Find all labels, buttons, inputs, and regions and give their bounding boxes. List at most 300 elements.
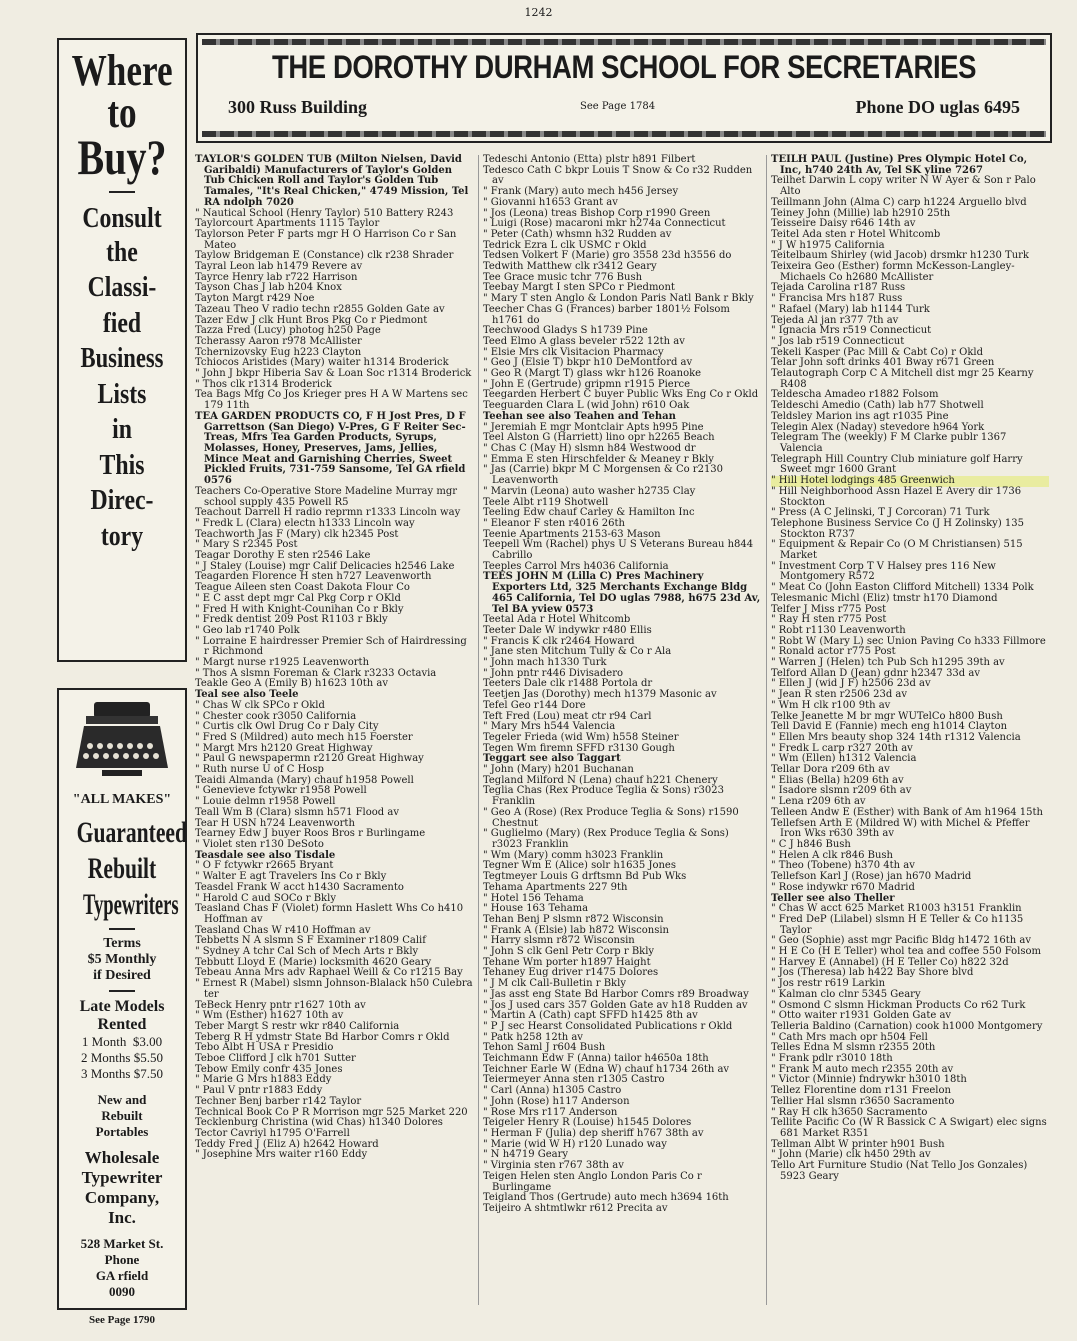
directory-entry: Teddy Fred J (Eliz A) h2642 Howard <box>195 1138 379 1150</box>
directory-entry: " Mary Mrs h544 Valencia <box>483 721 616 733</box>
directory-entry: Teechwood Gladys S h1739 Pine <box>483 325 648 337</box>
directory-entry: Tell David E (Fannie) mech eng h1014 Clayton <box>771 721 1008 733</box>
directory-entry: " Carl (Anna) h1305 Castro <box>483 1085 622 1097</box>
ad-line: the <box>106 235 138 268</box>
directory-entry: Tecklenburg Christina (wid Chas) h1340 Dolores <box>195 1117 443 1129</box>
ad-line: Direc- <box>90 484 154 517</box>
directory-entry: " John (Marie) clk h450 29th av <box>771 1149 931 1161</box>
directory-entry: Teetal Ada r Hotel Whitcomb <box>483 614 631 626</box>
directory-entry: " Wm (Ellen) h1312 Valencia <box>771 753 917 765</box>
directory-entry: Tchernizovsky Eug h223 Clayton <box>195 346 362 358</box>
directory-entry: Telegraph Hill Country Club miniature golf Harry Sweet mgr 1600 Grant <box>771 453 1023 476</box>
directory-entry: Teasdale see also Tisdale <box>195 849 336 861</box>
header-banner <box>196 33 1052 143</box>
directory-entry: Tayral Leon lab h1479 Revere av <box>195 261 363 273</box>
directory-entry: " Harry slsmn r872 Wisconsin <box>483 935 635 947</box>
directory-entry: Telegin Alex (Naday) stevedore h964 York <box>771 421 985 433</box>
directory-entry: Taylorcourt Apartments 1115 Taylor <box>195 218 380 230</box>
ad-text: Phone <box>104 1252 140 1267</box>
directory-entry: " Luigi (Rose) macaroni mkr h274a Connecticut <box>483 218 726 230</box>
where-to-buy-ad <box>57 38 187 662</box>
directory-entry: Tegen Wm firemn SFFD r3130 Gough <box>483 742 675 754</box>
directory-entry: " Jos (Theresa) lab h422 Bay Shore blvd <box>771 967 974 979</box>
directory-entry: Teigeler Henry R (Louise) h1545 Dolores <box>483 1117 692 1129</box>
directory-entry: Tehama Apartments 227 9th <box>483 881 628 893</box>
directory-entry: " Ronald actor r775 Post <box>771 646 896 658</box>
ad-text: 0090 <box>109 1284 135 1299</box>
ad-text: $5 Monthly <box>87 952 157 967</box>
directory-entry: " Fred H with Knight-Counihan Co r Bkly <box>195 603 404 615</box>
directory-entry: " Frank (Mary) auto mech h456 Jersey <box>483 186 679 198</box>
directory-entry: Teldeschi Amedio (Cath) lab h77 Shotwell <box>771 400 984 412</box>
ad-line: Buy? <box>77 128 167 185</box>
directory-entry: Teetjen Jas (Dorothy) mech h1379 Masonic av <box>483 689 717 701</box>
directory-entry: " John pntr r446 Divisadero <box>483 667 624 679</box>
directory-entry: Tayson Chas J lab h204 Knox <box>195 282 342 294</box>
directory-entry: " Geo (Sophie) asst mgr Pacific Bldg h1472 16th av <box>771 935 1032 947</box>
directory-entry: " H E Co (H E Teller) whol tea and coffee 550 Folsom <box>771 946 1041 958</box>
directory-entry: Teberg R H ydmstr State Bd Harbor Comrs r Okld <box>195 1031 450 1043</box>
directory-entry: " C J h846 Bush <box>771 839 851 850</box>
directory-entry: " Hotel 156 Tehama <box>483 892 584 904</box>
ad-divider <box>109 191 135 193</box>
directory-entry: " J W h1975 California <box>771 239 885 251</box>
ad-line: in <box>112 413 132 446</box>
directory-entry: " Robt r1130 Leavenworth <box>771 624 906 636</box>
directory-entry: " Jas asst eng State Bd Harbor Comrs r89 Broadway <box>483 988 749 1000</box>
directory-entry: Teakle Geo A (Emily B) h1623 10th av <box>195 678 389 690</box>
ad-divider <box>109 928 135 930</box>
directory-entry: Tellar Dora r209 6th av <box>771 764 890 776</box>
directory-entry: Teillmann John (Alma C) carp h1224 Arguello blvd <box>771 196 1027 208</box>
directory-entry: Telesmanic Michl (Eliz) tmstr h170 Diamond <box>771 592 998 604</box>
directory-entry: Tellefsen Arth E (Mildred W) with Michel & Pfeffer Iron Wks r630 39th av <box>771 817 1030 840</box>
directory-entry: " Harvey E (Annabel) (H E Teller Co) h822 32d <box>771 956 1009 968</box>
directory-column-3 <box>771 155 1049 1183</box>
directory-entry: " Sydney A tchr Cal Sch of Mech Arts r Bkly <box>195 946 419 958</box>
directory-entry: Tcherassy Aaron r978 McAllister <box>195 335 362 347</box>
directory-entry: Telfer J Miss r775 Post <box>771 603 887 615</box>
directory-entry: Telles Edna M slsmn r2355 20th <box>771 1042 936 1054</box>
directory-entry: Telegram The (weekly) F M Clarke publr 1367 Valencia <box>771 432 1007 454</box>
directory-entry: " Kalman clo clnr 5345 Geary <box>771 988 921 1000</box>
directory-entry: Tellman Albt W printer h901 Bush <box>771 1138 945 1150</box>
directory-entry: Teigen Helen sten Anglo London Paris Co r Burlingame <box>483 1170 702 1193</box>
directory-entry: " Guglielmo (Mary) (Rex Produce Teglia & Sons) r3023 Franklin <box>483 828 729 850</box>
ad-text: Rented <box>97 1016 147 1033</box>
directory-entry: " Frank pdlr r3010 18th <box>771 1053 893 1065</box>
ad-line: Where <box>71 46 173 95</box>
directory-entry: Tebow Emily confr 435 Jones <box>195 1063 343 1075</box>
directory-entry: " Josephine Mrs waiter r160 Eddy <box>195 1149 368 1161</box>
directory-entry: Tegeler Frieda (wid Wm) h558 Steiner <box>483 731 679 743</box>
directory-entry: Teeters Dale clk r1488 Portola dr <box>483 678 653 690</box>
directory-entry: Teft Fred (Lou) meat ctr r94 Carl <box>483 710 652 722</box>
ad-text: 2 Months $5.50 <box>81 1050 163 1065</box>
directory-entry: " Fredk L (Clara) electn h1333 Lincoln way <box>195 517 415 529</box>
directory-entry: Teehan see also Teahen and Tehan <box>483 410 676 422</box>
directory-entry: Tayton Margt r429 Noe <box>195 293 315 305</box>
directory-entry: Teeples Carrol Mrs h4036 California <box>483 560 669 572</box>
directory-entry: " John E (Gertrude) gripmn r1915 Pierce <box>483 378 691 390</box>
directory-entry: Teepell Wm (Rachel) phys U S Veterans Bureau h844 Cabrillo <box>483 539 754 562</box>
directory-entry: " Francis K clk r2464 Howard <box>483 635 635 647</box>
directory-entry: " Margt nurse r1925 Leavenworth <box>195 657 370 669</box>
directory-entry: Telar John soft drinks 401 Bway r671 Green <box>771 357 995 369</box>
directory-entry: " Eleanor F sten r4016 26th <box>483 517 625 529</box>
directory-entry: " Martin A (Cath) capt SFFD h1425 8th av <box>483 1010 698 1022</box>
directory-entry: " Jos lab r519 Connecticut <box>771 335 905 347</box>
directory-entry: " P J sec Hearst Consolidated Publications r Okld <box>483 1020 733 1032</box>
directory-entry: " John mach h1330 Turk <box>483 657 607 669</box>
directory-entry: " Peter (Cath) whsmn h32 Rudden av <box>483 228 672 240</box>
directory-entry: Teldescha Amadeo r1882 Folsom <box>771 389 939 401</box>
directory-entry: " Osmond C slsmn Hickman Products Co r62 Turk <box>771 999 1026 1011</box>
directory-entry: " Herman F (Julia) dep sheriff h767 38th av <box>483 1127 704 1139</box>
directory-entry: Teegarden Herbert C buyer Public Wks Eng Co r Okld <box>483 389 759 401</box>
directory-entry: " John (Rose) h117 Anderson <box>483 1095 630 1107</box>
directory-entry: Teall Wm B (Clara) slsmn h571 Flood av <box>195 806 399 818</box>
directory-entry: Tefel Geo r144 Dore <box>483 699 586 711</box>
directory-entry: Teilhet Darwin L copy writer N W Ayer & Son r Palo Alto <box>771 175 1036 198</box>
header-address: 300 Russ Building <box>228 97 368 117</box>
ad-line: Business <box>80 342 164 375</box>
ad-line: Classi- <box>87 271 157 304</box>
directory-entry: " Francisa Mrs h187 Russ <box>771 293 903 305</box>
directory-entry: Tedesco Cath C bkpr Louis T Snow & Co r32 Rudden av <box>483 164 753 187</box>
directory-entry: " Chas W clk SPCo r Okld <box>195 699 325 711</box>
ad-line: Lists <box>97 377 147 410</box>
directory-entry: Teixeira Geo (Esther) formn McKesson-Langley-Michaels Co h2680 McAllister <box>771 261 1015 283</box>
directory-entry: Telford Allan D (Jean) gdnr h2347 33d av <box>771 667 980 679</box>
directory-entry: " Walter E agt Travelers Ins Co r Bkly <box>195 871 387 883</box>
directory-entry: " Mary S r2345 Post <box>195 539 298 551</box>
directory-entry: Teagarden Florence H sten h727 Leavenworth <box>195 571 432 583</box>
ad-text: See Page 1790 <box>89 1314 155 1326</box>
directory-entry: Teecher Chas G (Frances) barber 1801½ Folsom h1761 do <box>483 303 730 326</box>
ad-text: Late Models <box>79 998 165 1015</box>
directory-entry: " Elsie Mrs clk Visitacion Pharmacy <box>483 346 664 358</box>
directory-entry: " E C asst dept mgr Cal Pkg Corp r OKld <box>195 592 401 604</box>
directory-entry: " House 163 Tehama <box>483 903 589 915</box>
directory-entry: Tedwith Matthew clk r3412 Geary <box>483 261 657 273</box>
ad-text: GA rfield <box>95 1268 149 1283</box>
directory-entry: " Helen A clk r846 Bush <box>771 849 893 861</box>
directory-entry: " John S clk Genl Petr Corp r Bkly <box>483 946 655 958</box>
directory-entry: " Warren J (Helen) tch Pub Sch h1295 39th av <box>771 657 1005 669</box>
directory-entry: Teel Alston G (Harriett) lino opr h2265 Beach <box>483 432 715 444</box>
directory-entry: " Marie G Mrs h1883 Eddy <box>195 1074 332 1086</box>
ad-text: Typewriter <box>81 1168 163 1187</box>
directory-entry: " J M clk Call-Bulletin r Bkly <box>483 978 626 990</box>
directory-entry: " Ray H clk h3650 Sacramento <box>771 1106 928 1118</box>
directory-entry: Teldsley Marion ins agt r1035 Pine <box>771 410 949 422</box>
directory-entry: Teller see also Theller <box>771 892 895 904</box>
directory-entry: Technical Book Co P R Morrison mgr 525 Market 220 <box>195 1106 468 1118</box>
directory-entry: " Wm (Esther) h1627 10th av <box>195 1010 344 1022</box>
directory-entry: " Ignacia Mrs r519 Connecticut <box>771 325 932 337</box>
directory-entry: Tellier Hal slsmn r3650 Sacramento <box>771 1095 955 1107</box>
directory-entry: " Ruth nurse U of C Hosp <box>195 764 324 776</box>
ad-line: fied <box>102 306 142 339</box>
directory-entry: Telephone Business Service Co (J H Zolinsky) 135 Stockton R737 <box>771 517 1024 540</box>
directory-column-2 <box>483 155 761 1215</box>
directory-entry: Teague Aileen sten Coast Dakota Flour Co <box>195 582 410 594</box>
directory-entry: " Victor (Minnie) fndrywkr h3010 18th <box>771 1074 967 1086</box>
directory-entry: " Paul V pntr r1883 Eddy <box>195 1085 323 1097</box>
directory-entry: " Jos (Leona) treas Bishop Corp r1990 Green <box>483 207 711 219</box>
ad-text: New and <box>97 1092 147 1107</box>
column-divider <box>766 155 767 1305</box>
directory-entry: " O F fctywkr r2665 Bryant <box>195 860 334 872</box>
directory-entry: " Chester cook r3050 California <box>195 710 357 722</box>
directory-entry: Teiney John (Millie) lab h2910 25th <box>771 207 951 219</box>
ad-text: Guaranteed <box>76 816 188 849</box>
directory-entry: " Jeremiah E mgr Montclair Apts h995 Pine <box>483 421 704 433</box>
directory-entry: Teeling Edw chauf Carley & Hamilton Inc <box>483 507 695 519</box>
directory-entry: " Rose indywkr r670 Madrid <box>771 881 915 893</box>
directory-entry: " Jane sten Mitchum Tully & Co r Ala <box>483 646 672 658</box>
directory-entry: " Ellen Mrs beauty shop 324 14th r1312 Valencia <box>771 731 1021 743</box>
header-phone: Phone DO uglas 6495 <box>855 97 1020 117</box>
directory-entry: " Margt Mrs h2120 Great Highway <box>195 742 373 754</box>
directory-entry: " Geo J (Elsie T) bkpr h10 DeMontford av <box>483 357 693 369</box>
column-divider <box>478 155 479 1305</box>
directory-entry: " Geo A (Rose) (Rex Produce Teglia & Sons) r1590 Chestnut <box>483 806 739 829</box>
directory-column-1 <box>195 155 473 1161</box>
typewriter-ad <box>57 688 188 1326</box>
directory-entry: Tehaney Eug driver r1475 Dolores <box>483 967 659 979</box>
directory-entry: TEILH PAUL (Justine) Pres Olympic Hotel Co, Inc, h740 24th Av, Tel SK yline 7267 <box>771 154 1028 176</box>
directory-entry: " N h4719 Geary <box>483 1149 569 1161</box>
header-info-row <box>228 97 1020 121</box>
directory-entry: TeBeck Henry pntr r1627 10th av <box>195 999 366 1011</box>
directory-entry: Teasland Chas F (Violet) formn Haslett Whs Co h410 Hoffman av <box>195 903 464 925</box>
directory-entry: Teachworth Jas F (Mary) clk h2345 Post <box>195 528 399 540</box>
ad-text: Portables <box>95 1124 149 1139</box>
ad-text: Typewriters <box>82 888 179 921</box>
directory-entry: " Theo (Tobene) h370 4th av <box>771 860 915 872</box>
directory-entry: Teachers Co-Operative Store Madeline Murray mgr school supply 435 Powell R5 <box>195 485 458 508</box>
directory-entry: Tehon Saml J r604 Bush <box>483 1042 606 1054</box>
directory-entry: Tellez Florentine dom r131 Freelon <box>771 1085 951 1097</box>
directory-entry: Tazza Fred (Lucy) photog h250 Page <box>195 325 381 337</box>
directory-entry: " Jos J used cars 357 Golden Gate av h18 Rudden av <box>483 999 748 1011</box>
directory-entry: Tekeli Kasper (Pac Mill & Cabt Co) r Okld <box>771 346 984 358</box>
directory-entry: " Frank A (Elsie) lab h872 Wisconsin <box>483 924 669 936</box>
directory-entry: " Paul G newspapermn r2120 Great Highway <box>195 753 424 765</box>
directory-entry: Tehane Wm porter h1897 Haight <box>483 956 651 968</box>
directory-entry: " Marvin (Leona) auto washer h2735 Clay <box>483 485 696 497</box>
directory-entry: " Harold C aud SOCo r Bkly <box>195 892 336 904</box>
ad-text: Terms <box>103 936 141 951</box>
directory-entry: " Thos A slsmn Foreman & Clark r3233 Octavia <box>195 667 437 679</box>
directory-entry: " Fredk L carp r327 20th av <box>771 742 913 754</box>
directory-entry: " Fred DeP (Lilabel) slsmn H E Teller & Co h1135 Taylor <box>771 913 1024 936</box>
ad-text: Rebuilt <box>87 852 157 885</box>
directory-entry: Tegtmeyer Louis G drftsmn Bd Pub Wks <box>483 871 687 883</box>
ad-text: 528 Market St. <box>80 1236 164 1251</box>
directory-entry: Teal see also Teele <box>195 689 299 701</box>
page-number: 1242 <box>524 6 553 19</box>
directory-entry: Taylorson Peter F parts mgr H O Harrison Co r San Mateo <box>195 228 457 251</box>
header-title: THE DOROTHY DURHAM SCHOOL FOR SECRETARIES <box>271 49 977 85</box>
directory-entry: Tebbutt Lloyd E (Marie) locksmith 4620 Geary <box>195 956 432 968</box>
directory-entry: " Lorraine E hairdresser Premier Sch of Hairdressing r Richmond <box>195 635 467 658</box>
ad-text: 3 Months $7.50 <box>81 1066 163 1081</box>
directory-entry: " Otto waiter r1931 Golden Gate av <box>771 1010 952 1022</box>
directory-entry: Telke Jeanette M br mgr WUTelCo h800 Bush <box>771 710 1003 722</box>
ad-line: tory <box>100 520 144 553</box>
directory-entry: " Investment Corp T V Halsey pres 116 New Montgomery R572 <box>771 560 996 583</box>
directory-entry: Teenie Apartments 2153-63 Mason <box>483 528 661 540</box>
directory-entry: " Equipment & Repair Co (O M Christiansen) 515 Market <box>771 539 1023 562</box>
typewriter-icon <box>72 698 172 788</box>
ad-text: 1 Month $3.00 <box>81 1034 163 1049</box>
directory-entry: " John J bkpr Hiberia Sav & Loan Soc r1314 Broderick <box>195 368 472 380</box>
directory-entry: " Jean R sten r2506 23d av <box>771 689 908 701</box>
directory-entry: Tegner Wm E (Alice) solr h1635 Jones <box>483 860 676 872</box>
directory-entry: " Jos restr r619 Larkin <box>771 978 886 990</box>
directory-entry: Teitel Ada sten r Hotel Whitcomb <box>771 228 941 240</box>
directory-entry: " Emma E sten Hirschfelder & Meaney r Bkly <box>483 453 714 465</box>
directory-entry: Tejada Carolina r187 Russ <box>771 282 906 294</box>
directory-entry: " Elias (Bella) h209 6th av <box>771 774 904 786</box>
directory-entry: " Genevieve fctywkr r1958 Powell <box>195 785 367 797</box>
directory-entry: " Chas W acct 625 Market R1003 h3151 Franklin <box>771 903 1022 915</box>
directory-entry: " John (Mary) h201 Buchanan <box>483 764 634 776</box>
directory-entry: Tebeau Anna Mrs adv Raphael Weill & Co r1215 Bay <box>195 967 463 979</box>
directory-entry: Telleria Baldino (Carnation) cook h1000 Montgomery <box>771 1020 1043 1032</box>
directory-entry: " Wm (Mary) comm h3023 Franklin <box>483 849 664 861</box>
directory-entry: Teasland Chas W r410 Hoffman av <box>195 924 371 936</box>
ad-text: Rebuilt <box>101 1108 143 1123</box>
directory-entry: Teber Margt S restr wkr r840 California <box>195 1020 400 1032</box>
directory-entry: Teitelbaum Shirley (wid Jacob) drsmkr h1230 Turk <box>771 250 1029 262</box>
ad-text: "ALL MAKES" <box>72 792 172 807</box>
directory-entry: Teboe Clifford J clk h701 Sutter <box>195 1053 356 1065</box>
directory-entry: Teeguarden Clara L (wid John) r610 Oak <box>483 400 690 412</box>
directory-entry: Telleen Andw E (Esther) with Bank of Am h1964 15th <box>771 806 1043 818</box>
directory-entry: " Violet sten r130 DeSoto <box>195 839 324 850</box>
directory-entry: " Ernest R (Mabel) slsmn Johnson-Blalack h50 Culebra ter <box>195 978 473 1000</box>
directory-entry: Tegland Milford N (Lena) chauf h221 Chenery <box>483 774 718 786</box>
directory-entry: " Rose Mrs r117 Anderson <box>483 1106 618 1118</box>
directory-entry: " Giovanni h1653 Grant av <box>483 196 618 208</box>
directory-entry: " Fred S (Mildred) auto mech h15 Foerster <box>195 731 413 743</box>
ad-text: Company, <box>84 1188 160 1207</box>
directory-entry: Tee Grace music tchr 776 Bush <box>483 271 643 283</box>
directory-entry: Teisseire Daisy r646 14th av <box>771 218 916 230</box>
directory-entry: " Ellen J (wid J F) h2506 23d av <box>771 678 931 690</box>
directory-entry: " Marie (wid W H) r120 Lunado way <box>483 1138 667 1150</box>
directory-entry: " Louie delmn r1958 Powell <box>195 796 336 808</box>
directory-entry: Teiermeyer Anna sten r1305 Castro <box>483 1074 665 1086</box>
ad-line: Consult <box>82 202 162 235</box>
directory-entry: " Robt W (Mary L) sec Union Paving Co h333 Fillmore <box>771 635 1046 647</box>
directory-entry: Tector Cavriyl h1795 O'Farrell <box>195 1127 350 1139</box>
directory-entry: Tellite Pacific Co (W R Bassick C A Swigart) elec signs 681 Market R351 <box>771 1117 1047 1139</box>
directory-entry: Tebo Albt H USA r Presidio <box>195 1042 334 1054</box>
directory-entry: " Ray H sten r775 Post <box>771 614 887 626</box>
directory-entry: " Patk h258 12th av <box>483 1031 583 1043</box>
directory-entry: Teasdel Frank W acct h1430 Sacramento <box>195 881 404 893</box>
directory-entry: " Virginia sten r767 38th av <box>483 1160 624 1172</box>
directory-entry: " Wm H clk r100 9th av <box>771 699 891 711</box>
header-rule <box>202 131 1046 137</box>
directory-entry: Teggart see also Taggart <box>483 753 621 765</box>
directory-entry: Teigland Thos (Gertrude) auto mech h3694 16th <box>483 1192 729 1204</box>
directory-entry: Tello Art Furniture Studio (Nat Tello Jos Gonzales) 5923 Geary <box>771 1160 1028 1182</box>
directory-entry: Techner Benj barber r142 Taylor <box>195 1095 362 1107</box>
directory-entry: Teachout Darrell H radio reprmn r1333 Lincoln way <box>195 507 461 519</box>
directory-entry: Tazeau Theo V radio techn r2855 Golden Gate av <box>195 303 445 315</box>
directory-entry: Teed Elmo A glass beveler r522 12th av <box>483 335 685 347</box>
directory-entry: " Jas (Carrie) bkpr M C Morgensen & Co r2130 Leavenworth <box>483 464 724 487</box>
ad-line: This <box>99 448 145 481</box>
ad-line: to <box>107 87 137 137</box>
directory-entry: " J Staley (Louise) mgr Calif Delicacies h2546 Lake <box>195 560 455 572</box>
directory-entry: Teichner Earle W (Edna W) chauf h1734 26th av <box>483 1063 730 1075</box>
directory-entry: " Frank M auto mech r2355 20th av <box>771 1063 954 1075</box>
ad-text: Wholesale <box>84 1148 160 1167</box>
directory-entry: TEA GARDEN PRODUCTS CO, F H Jost Pres, D F Garrettson (San Diego) V-Pres, G F Reiter Sec-Treas, Mfrs Tea Garden Products, Syrups, Molasses, Honey, Preserves, Jams, Jellies, Mince Meat and Garnishing Cherries, Sweet Pickled Fruits, 731-759 Sansome, Tel GA rfield 0576 <box>195 410 466 487</box>
ad-divider <box>109 990 135 992</box>
directory-entry: " Press (A C Jelinski, T J Corcoran) 71 Turk <box>771 507 990 519</box>
directory-entry: Tedrick Ezra L clk USMC r Okld <box>483 239 647 251</box>
directory-entry: Tear H USN h724 Leavenworth <box>195 817 355 829</box>
directory-entry: Tehan Benj P slsmn r872 Wisconsin <box>483 913 664 925</box>
header-see-page: See Page 1784 <box>580 101 656 112</box>
directory-entry: " Hill Hotel lodgings 485 Greenwich <box>771 476 1049 487</box>
directory-entry: Tazer Edw J clk Hunt Bros Pkg Co r Piedmont <box>195 314 428 326</box>
directory-entry: " Geo R (Margt T) glass wkr h126 Roanoke <box>483 368 702 380</box>
directory-entry: " Curtis clk Owl Drug Co r Daly City <box>195 721 379 733</box>
header-rule <box>202 39 1046 45</box>
directory-entry: " Hill Neighborhood Assn Hazel E Avery dir 1736 Stockton <box>771 485 1022 508</box>
directory-entry: " Thos clk r1314 Broderick <box>195 378 332 390</box>
directory-entry: " Nautical School (Henry Taylor) 510 Battery R243 <box>195 207 454 219</box>
directory-entry: Teichmann Edw F (Anna) tailor h4650a 18th <box>483 1053 709 1065</box>
ad-text: if Desired <box>93 968 151 983</box>
directory-entry: Tea Bags Mfg Co Jos Krieger pres H A W Martens sec 179 11th <box>195 389 468 412</box>
directory-entry: Taylow Bridgeman E (Constance) clk r238 Shrader <box>195 250 454 262</box>
directory-entry: Teglia Chas (Rex Produce Teglia & Sons) r3023 Franklin <box>483 785 724 808</box>
directory-entry: TEES JOHN M (Lilla C) Pres Machinery Exporters Ltd, 325 Merchants Exchange Bldg 465 California, Tel DO uglas 7988, h675 23d Av, Tel BA yview 0573 <box>483 571 761 615</box>
directory-entry: Teebay Margt I sten SPCo r Piedmont <box>483 282 675 294</box>
directory-entry: " Geo lab r1740 Polk <box>195 624 300 636</box>
directory-entry: Tejeda Al jan r377 7th av <box>771 314 899 326</box>
directory-entry: " Meat Co (John Easton Clifford Mitchell) 1334 Polk <box>771 582 1034 594</box>
directory-entry: Telautograph Corp C A Mitchell dist mgr 25 Kearny R408 <box>771 368 1034 390</box>
directory-entry: Tebbetts N A slsmn S F Examiner r1809 Calif <box>195 935 426 947</box>
directory-entry: Teaidi Almanda (Mary) chauf h1958 Powell <box>195 774 414 786</box>
directory-entry: TAYLOR'S GOLDEN TUB (Milton Nielsen, David Garibaldi) Manufacturers of Taylor's Golden Tub Chicken Roll and Taylor's Golden Tub Tamales, "It's Real Chicken," 4749 Mission, Tel RA ndolph 7020 <box>195 154 469 208</box>
directory-entry: " Lena r209 6th av <box>771 796 866 808</box>
directory-entry: " Rafael (Mary) lab h1144 Turk <box>771 303 930 315</box>
directory-entry: " Mary T sten Anglo & London Paris Natl Bank r Bkly <box>483 293 754 305</box>
directory-entry: Teeter Dale W indywkr r480 Ellis <box>483 624 652 636</box>
directory-entry: " Fredk dentist 209 Post R1103 r Bkly <box>195 614 388 626</box>
directory-entry: " Chas C (May H) slsmn h84 Westwood dr <box>483 442 696 454</box>
directory-entry: Tellefson Karl J (Rose) jan h670 Madrid <box>771 871 972 883</box>
ad-text: Inc. <box>108 1208 136 1227</box>
directory-entry: " Isadore slsmn r209 6th av <box>771 785 912 797</box>
directory-entry: Teijeiro A shtmtlwkr r612 Precita av <box>483 1202 668 1214</box>
directory-entry: Tayrce Henry lab r722 Harrison <box>195 271 358 283</box>
directory-entry: Tedsen Volkert F (Marie) gro 3558 23d h3556 do <box>483 250 732 262</box>
directory-entry: " Cath Mrs mach opr h504 Fell <box>771 1031 928 1043</box>
